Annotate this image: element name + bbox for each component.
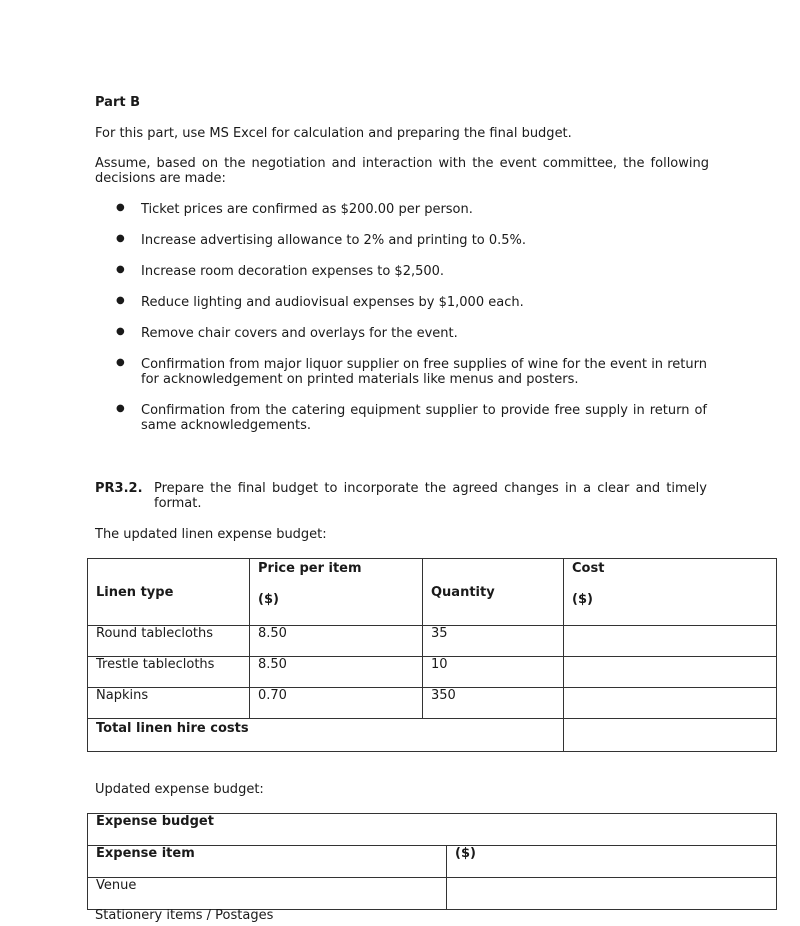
cost-cell[interactable]	[564, 626, 777, 657]
expense-title-row	[88, 814, 777, 846]
header-cell	[250, 559, 423, 626]
linen-type-cell: Napkins	[88, 688, 250, 719]
header-cell	[564, 559, 777, 626]
linen-type-cell: Round tablecloths	[88, 626, 250, 657]
bullet-icon: ●	[116, 202, 125, 213]
header-expense-item: Expense item	[88, 846, 447, 878]
cost-cell[interactable]	[564, 657, 777, 688]
header-quantity: Quantity	[431, 584, 495, 600]
bullet-icon: ●	[116, 264, 125, 275]
table-row	[88, 878, 777, 910]
header-cost: Cost	[572, 561, 605, 576]
intro-text: For this part, use MS Excel for calculation and preparing the final budget.	[95, 126, 572, 141]
table-row	[88, 657, 777, 688]
cost-cell[interactable]	[564, 688, 777, 719]
bullet-item: Ticket prices are confirmed as $200.00 per person.	[141, 202, 473, 217]
header-cost-unit: ($)	[572, 592, 593, 607]
quantity-cell: 35	[423, 626, 564, 657]
header-amount: ($)	[447, 846, 777, 878]
price-cell: 8.50	[250, 657, 423, 688]
bullet-icon: ●	[116, 326, 125, 337]
linen-caption: The updated linen expense budget:	[95, 527, 327, 542]
total-cost-cell[interactable]	[564, 719, 777, 752]
linen-type-cell: Trestle tablecloths	[88, 657, 250, 688]
total-row	[88, 719, 777, 752]
header-cell	[423, 559, 564, 626]
expense-item-trailing: Stationery items / Postages	[95, 908, 274, 923]
expense-header-row	[88, 846, 777, 878]
bullet-item: Increase room decoration expenses to $2,500.	[141, 264, 445, 279]
header-cell	[88, 559, 250, 626]
quantity-cell: 350	[423, 688, 564, 719]
bullet-item: Confirmation from major liquor supplier on free supplies of wine for the event in return for acknowledgement on printed materials like menus and posters.	[141, 357, 707, 387]
bullet-icon: ●	[116, 403, 125, 414]
bullet-icon: ●	[116, 233, 125, 244]
expense-title: Expense budget	[88, 814, 777, 846]
expense-table	[87, 813, 777, 910]
price-cell: 8.50	[250, 626, 423, 657]
expense-caption: Updated expense budget:	[95, 782, 264, 797]
expense-amount-cell[interactable]	[447, 878, 777, 910]
table-header-row	[88, 559, 777, 626]
assume-text: Assume, based on the negotiation and interaction with the event committee, the following decisions are made:	[95, 156, 709, 186]
part-title: Part B	[95, 95, 141, 110]
table-row	[88, 688, 777, 719]
bullet-item: Confirmation from the catering equipment supplier to provide free supply in return of same acknowledgements.	[141, 403, 707, 433]
total-label: Total linen hire costs	[88, 719, 564, 752]
header-price-unit: ($)	[258, 592, 279, 607]
bullet-item: Remove chair covers and overlays for the event.	[141, 326, 458, 341]
bullet-icon: ●	[116, 295, 125, 306]
linen-table	[87, 558, 777, 752]
expense-item-cell: Venue	[88, 878, 447, 910]
header-price: Price per item	[258, 561, 362, 576]
table-row	[88, 626, 777, 657]
quantity-cell: 10	[423, 657, 564, 688]
header-linen-type: Linen type	[96, 584, 174, 600]
task-text: Prepare the final budget to incorporate the agreed changes in a clear and timely format.	[154, 481, 707, 511]
task-label: PR3.2.	[95, 481, 143, 496]
bullet-item: Reduce lighting and audiovisual expenses by $1,000 each.	[141, 295, 524, 310]
price-cell: 0.70	[250, 688, 423, 719]
bullet-icon: ●	[116, 357, 125, 368]
bullet-item: Increase advertising allowance to 2% and printing to 0.5%.	[141, 233, 527, 248]
